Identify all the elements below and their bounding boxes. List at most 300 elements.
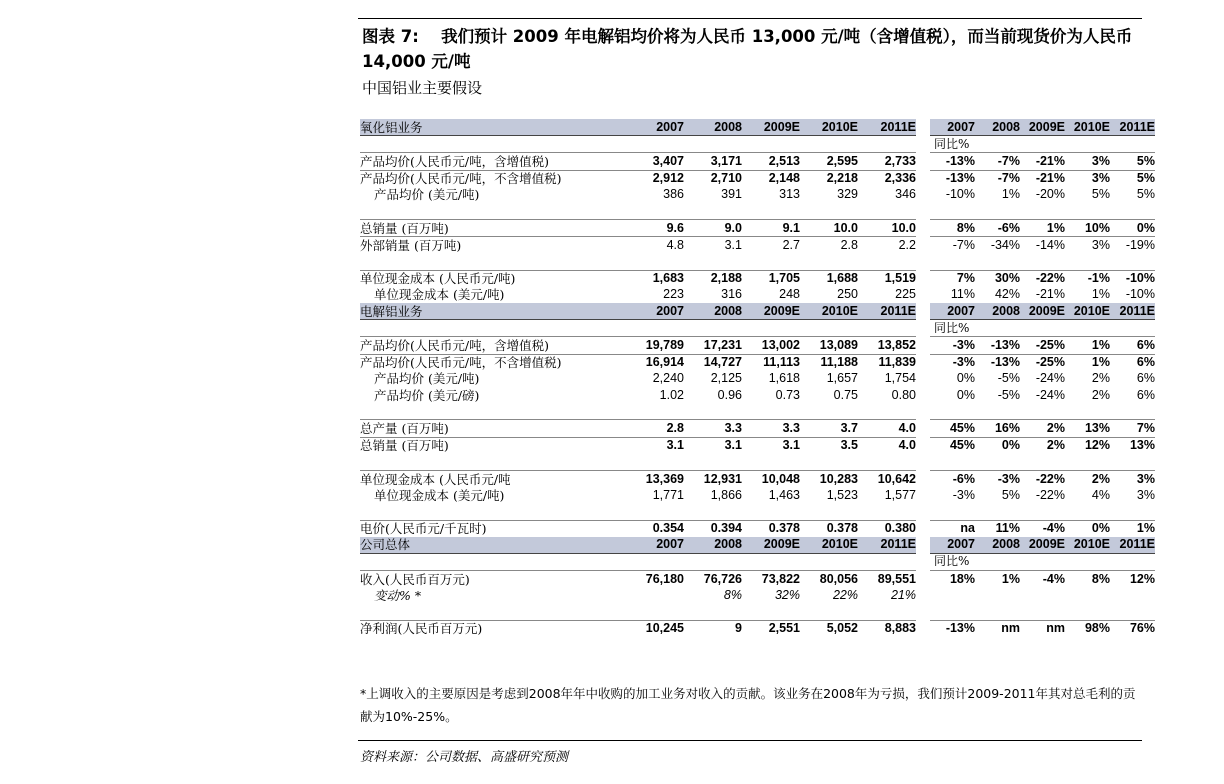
yoy-cell: 12% — [1110, 571, 1155, 588]
source-note: 资料来源：公司数据、高盛研究预测 — [360, 750, 569, 765]
yoy-cell: 2% — [1020, 437, 1065, 454]
yoy-cell: -1% — [1065, 270, 1110, 287]
row-label: 单位现金成本 (美元/吨) — [374, 487, 505, 503]
value-cell: 3.1 — [684, 437, 742, 454]
yoy-cell: -21% — [1035, 287, 1065, 302]
yoy-cell: -13% — [930, 170, 975, 187]
column-gap — [916, 520, 930, 537]
value-cell: 2,551 — [742, 620, 800, 637]
column-gap — [916, 270, 930, 287]
column-gap — [916, 170, 930, 187]
assumptions-table — [360, 119, 1155, 637]
value-cell: 5,052 — [800, 620, 858, 637]
value-cell: 0.96 — [717, 387, 742, 402]
yoy-cell: 12% — [1065, 437, 1110, 454]
data-row — [360, 387, 1155, 403]
blank-cell — [800, 320, 858, 337]
value-cell: 0.378 — [800, 520, 858, 537]
yoy-cell: -3% — [952, 487, 975, 502]
yoy-cell: -22% — [1020, 270, 1065, 287]
yoy-cell — [975, 587, 1020, 603]
value-cell: 1,577 — [884, 487, 916, 502]
value-cell: 1,771 — [652, 487, 684, 502]
yoy-year-header: 2008 — [975, 303, 1020, 320]
yoy-cell: 98% — [1065, 620, 1110, 637]
value-cell: 32% — [774, 587, 800, 602]
yoy-cell: 13% — [1065, 420, 1110, 437]
yoy-label: 同比% — [934, 136, 970, 151]
row-label: 外部销量 (百万吨) — [360, 237, 626, 254]
year-header: 2010E — [800, 119, 858, 136]
yoy-cell: -24% — [1035, 371, 1065, 386]
yoy-cell: -25% — [1020, 354, 1065, 371]
column-gap — [916, 136, 930, 153]
value-cell: 3.5 — [800, 437, 858, 454]
yoy-cell: 16% — [975, 420, 1020, 437]
yoy-cell: -10% — [1110, 270, 1155, 287]
yoy-year-header: 2009E — [1020, 537, 1065, 554]
section-title: 氧化铝业务 — [360, 119, 626, 136]
yoy-cell: -19% — [1110, 237, 1155, 254]
column-gap — [916, 153, 930, 170]
row-label: 产品均价(人民币元/吨，含增值税) — [360, 337, 626, 354]
data-row — [360, 354, 1155, 371]
value-cell: 1,657 — [826, 371, 858, 386]
yoy-cell: 0% — [975, 437, 1020, 454]
value-cell: 1,519 — [858, 270, 916, 287]
value-cell: 225 — [895, 287, 916, 302]
value-cell: 9.1 — [742, 220, 800, 237]
value-cell: 2,125 — [710, 371, 742, 386]
value-cell: 11,839 — [858, 354, 916, 371]
yoy-cell: 1% — [1110, 520, 1155, 537]
yoy-cell: 11% — [975, 520, 1020, 537]
value-cell: 2.8 — [800, 237, 858, 254]
value-cell: 0.75 — [833, 387, 858, 402]
yoy-cell: -13% — [930, 153, 975, 170]
blank-cell — [626, 320, 684, 337]
blank-cell — [626, 553, 684, 570]
section-title: 公司总体 — [360, 537, 626, 554]
data-row — [360, 170, 1155, 187]
yoy-cell: -7% — [930, 237, 975, 254]
value-cell: 10.0 — [858, 220, 916, 237]
column-gap — [916, 320, 930, 337]
yoy-cell: 0% — [1110, 220, 1155, 237]
value-cell: 3.3 — [742, 420, 800, 437]
yoy-cell: 5% — [1091, 187, 1110, 202]
data-row — [360, 470, 1155, 487]
yoy-cell: 7% — [1110, 420, 1155, 437]
year-header: 2008 — [684, 537, 742, 554]
value-cell: 10,283 — [800, 470, 858, 487]
yoy-year-header: 2010E — [1065, 537, 1110, 554]
value-cell: 14,727 — [684, 354, 742, 371]
value-cell: 2,912 — [626, 170, 684, 187]
value-cell: 21% — [890, 587, 916, 602]
yoy-cell: 3% — [1065, 237, 1110, 254]
yoy-cell: -3% — [975, 470, 1020, 487]
yoy-year-header: 2007 — [930, 119, 975, 136]
value-cell: 22% — [832, 587, 858, 602]
yoy-cell: -13% — [975, 354, 1020, 371]
year-header: 2011E — [858, 303, 916, 320]
yoy-cell: -34% — [975, 237, 1020, 254]
yoy-year-header: 2011E — [1110, 537, 1155, 554]
value-cell: 3.1 — [684, 237, 742, 254]
yoy-cell: 5% — [1110, 153, 1155, 170]
spacer-cell — [360, 454, 1155, 471]
yoy-cell: 8% — [930, 220, 975, 237]
value-cell: 1,866 — [710, 487, 742, 502]
value-cell: 19,789 — [626, 337, 684, 354]
value-cell: 3.7 — [800, 420, 858, 437]
row-label: 总产量 (百万吨) — [360, 420, 626, 437]
yoy-cell: 11% — [950, 287, 975, 302]
yoy-cell: -3% — [930, 354, 975, 371]
yoy-year-header: 2008 — [975, 537, 1020, 554]
value-cell: 2,148 — [742, 170, 800, 187]
yoy-year-header: 2010E — [1065, 303, 1110, 320]
year-header: 2009E — [742, 537, 800, 554]
yoy-cell: 10% — [1065, 220, 1110, 237]
value-cell: 1,463 — [768, 487, 800, 502]
value-cell: 8,883 — [858, 620, 916, 637]
row-label: 收入(人民币百万元) — [360, 571, 626, 588]
row-label: 单位现金成本 (人民币元/吨) — [360, 270, 626, 287]
data-row — [360, 420, 1155, 437]
value-cell: 0.73 — [775, 387, 800, 402]
value-cell: 80,056 — [800, 571, 858, 588]
yoy-cell: 2% — [1020, 420, 1065, 437]
yoy-year-header: 2009E — [1020, 119, 1065, 136]
yoy-cell: 1% — [1065, 354, 1110, 371]
value-cell: 1,705 — [742, 270, 800, 287]
value-cell: 386 — [663, 187, 684, 202]
row-label: 电价(人民币元/千瓦时) — [360, 520, 626, 537]
column-gap — [916, 371, 930, 387]
data-row — [360, 520, 1155, 537]
yoy-cell: 6% — [1110, 337, 1155, 354]
value-cell: 10,245 — [626, 620, 684, 637]
value-cell: 3.1 — [626, 437, 684, 454]
yoy-cell: 5% — [1001, 487, 1020, 502]
blank-cell — [684, 136, 742, 153]
yoy-label-row — [360, 320, 1155, 337]
yoy-cell: 3% — [1110, 470, 1155, 487]
data-row — [360, 187, 1155, 203]
row-label: 总销量 (百万吨) — [360, 437, 626, 454]
yoy-cell: 8% — [1065, 571, 1110, 588]
yoy-cell: -22% — [1020, 470, 1065, 487]
data-row — [360, 270, 1155, 287]
yoy-cell — [930, 587, 975, 603]
row-label: 总销量 (百万吨) — [360, 220, 626, 237]
blank-cell — [800, 553, 858, 570]
yoy-cell: 1% — [975, 571, 1020, 588]
value-cell: 17,231 — [684, 337, 742, 354]
year-header: 2011E — [858, 537, 916, 554]
value-cell: 1,683 — [626, 270, 684, 287]
yoy-cell: -13% — [975, 337, 1020, 354]
section-header-row — [360, 537, 1155, 554]
blank-cell — [684, 320, 742, 337]
value-cell: 11,113 — [742, 354, 800, 371]
row-label: 净利润(人民币百万元) — [360, 620, 626, 637]
value-cell: 0.380 — [858, 520, 916, 537]
yoy-cell: 76% — [1110, 620, 1155, 637]
column-gap — [916, 620, 930, 637]
value-cell: 223 — [663, 287, 684, 302]
yoy-year-header: 2008 — [975, 119, 1020, 136]
yoy-cell: 3% — [1065, 153, 1110, 170]
blank-cell — [742, 320, 800, 337]
column-gap — [916, 587, 930, 603]
yoy-cell: 0% — [1065, 520, 1110, 537]
yoy-cell: nm — [1020, 620, 1065, 637]
value-cell: 329 — [837, 187, 858, 202]
value-cell: 76,726 — [684, 571, 742, 588]
spacer-cell — [360, 603, 1155, 620]
section-header-row — [360, 303, 1155, 320]
yoy-cell: 45% — [930, 437, 975, 454]
value-cell: 2.8 — [626, 420, 684, 437]
value-cell: 2,336 — [858, 170, 916, 187]
row-label: 产品均价(人民币元/吨，含增值税) — [360, 153, 626, 170]
year-header: 2007 — [626, 303, 684, 320]
blank-cell — [360, 320, 626, 337]
column-gap — [916, 420, 930, 437]
yoy-label: 同比% — [934, 554, 970, 569]
blank-cell — [360, 136, 626, 153]
section-header-row — [360, 119, 1155, 136]
column-gap — [916, 337, 930, 354]
value-cell: 4.8 — [626, 237, 684, 254]
spacer-cell — [360, 403, 1155, 420]
yoy-cell: -7% — [975, 170, 1020, 187]
value-cell: 3,407 — [626, 153, 684, 170]
yoy-cell: 6% — [1136, 371, 1155, 386]
value-cell: 4.0 — [858, 437, 916, 454]
data-row — [360, 153, 1155, 170]
yoy-cell: -3% — [930, 337, 975, 354]
spacer-row — [360, 454, 1155, 471]
yoy-cell: -5% — [997, 387, 1020, 402]
yoy-year-header: 2007 — [930, 303, 975, 320]
data-row — [360, 571, 1155, 588]
yoy-cell: -25% — [1020, 337, 1065, 354]
footnote: *上调收入的主要原因是考虑到2008年年中收购的加工业务对收入的贡献。该业务在2008年为亏损，我们预计2009-2011年其对总毛利的贡献为10%-25%。 — [360, 686, 1136, 724]
section-title: 电解铝业务 — [360, 303, 626, 320]
value-cell: 1,688 — [800, 270, 858, 287]
row-label: 产品均价 (美元/吨) — [374, 371, 480, 387]
yoy-cell: -24% — [1035, 387, 1065, 402]
value-cell: 2.7 — [742, 237, 800, 254]
value-cell: 0.394 — [684, 520, 742, 537]
column-gap — [916, 303, 930, 320]
yoy-cell: -22% — [1035, 487, 1065, 502]
data-row — [360, 620, 1155, 637]
value-cell: 1.02 — [659, 387, 684, 402]
value-cell: 250 — [837, 287, 858, 302]
yoy-cell: na — [930, 520, 975, 537]
exhibit-subtitle: 中国铝业主要假设 — [362, 79, 483, 97]
column-gap — [916, 287, 930, 303]
yoy-cell: 1% — [1001, 187, 1020, 202]
column-gap — [916, 537, 930, 554]
year-header: 2007 — [626, 119, 684, 136]
yoy-cell: 30% — [975, 270, 1020, 287]
value-cell: 346 — [895, 187, 916, 202]
yoy-cell: -6% — [930, 470, 975, 487]
value-cell: 9.6 — [626, 220, 684, 237]
row-label: 单位现金成本 (人民币元/吨 — [360, 470, 626, 487]
yoy-cell: 1% — [1020, 220, 1065, 237]
yoy-cell: 6% — [1110, 354, 1155, 371]
yoy-cell: -20% — [1035, 187, 1065, 202]
blank-cell — [858, 136, 916, 153]
spacer-row — [360, 603, 1155, 620]
blank-cell — [684, 553, 742, 570]
spacer-row — [360, 254, 1155, 271]
value-cell: 11,188 — [800, 354, 858, 371]
value-cell: 76,180 — [626, 571, 684, 588]
yoy-cell: 0% — [956, 387, 975, 402]
value-cell: 2.2 — [858, 237, 916, 254]
value-cell: 3,171 — [684, 153, 742, 170]
value-cell: 9 — [684, 620, 742, 637]
row-label: 产品均价(人民币元/吨，不含增值税) — [360, 354, 626, 371]
year-header: 2010E — [800, 537, 858, 554]
yoy-year-header: 2010E — [1065, 119, 1110, 136]
spacer-cell — [360, 254, 1155, 271]
value-cell: 0.378 — [742, 520, 800, 537]
value-cell: 9.0 — [684, 220, 742, 237]
spacer-cell — [360, 203, 1155, 220]
value-cell: 16,914 — [626, 354, 684, 371]
value-cell: 13,852 — [858, 337, 916, 354]
spacer-row — [360, 203, 1155, 220]
yoy-cell: nm — [975, 620, 1020, 637]
year-header: 2007 — [626, 537, 684, 554]
value-cell: 10,642 — [858, 470, 916, 487]
value-cell: 73,822 — [742, 571, 800, 588]
yoy-cell: 1% — [1091, 287, 1110, 302]
value-cell: 13,369 — [626, 470, 684, 487]
value-cell: 2,218 — [800, 170, 858, 187]
blank-cell — [858, 320, 916, 337]
yoy-cell — [1065, 587, 1110, 603]
year-header: 2009E — [742, 119, 800, 136]
data-row — [360, 437, 1155, 454]
value-cell: 3.1 — [742, 437, 800, 454]
yoy-cell: 0% — [956, 371, 975, 386]
yoy-cell: 2% — [1091, 371, 1110, 386]
value-cell: 13,002 — [742, 337, 800, 354]
yoy-cell: 4% — [1091, 487, 1110, 502]
yoy-year-header: 2011E — [1110, 303, 1155, 320]
yoy-cell: 5% — [1136, 187, 1155, 202]
yoy-cell: -21% — [1020, 170, 1065, 187]
value-cell: 2,595 — [800, 153, 858, 170]
yoy-label-row — [360, 553, 1155, 570]
spacer-row — [360, 403, 1155, 420]
spacer-row — [360, 503, 1155, 520]
blank-cell — [742, 553, 800, 570]
value-cell: 10,048 — [742, 470, 800, 487]
value-cell: 1,754 — [884, 371, 916, 386]
column-gap — [916, 437, 930, 454]
yoy-cell: 3% — [1136, 487, 1155, 502]
blank-cell — [858, 553, 916, 570]
yoy-cell — [1110, 587, 1155, 603]
yoy-cell: 42% — [994, 287, 1020, 302]
blank-cell — [626, 136, 684, 153]
value-cell: 2,513 — [742, 153, 800, 170]
yoy-label: 同比% — [934, 320, 970, 335]
column-gap — [916, 487, 930, 503]
yoy-cell: -6% — [975, 220, 1020, 237]
value-cell: 89,551 — [858, 571, 916, 588]
year-header: 2011E — [858, 119, 916, 136]
yoy-cell: -14% — [1020, 237, 1065, 254]
value-cell: 391 — [721, 187, 742, 202]
row-label: 产品均价 (美元/吨) — [374, 187, 480, 203]
value-cell: 0.354 — [626, 520, 684, 537]
value-cell: 248 — [779, 287, 800, 302]
column-gap — [916, 571, 930, 588]
yoy-cell: -7% — [975, 153, 1020, 170]
bottom-rule — [358, 740, 1142, 741]
year-header: 2008 — [684, 303, 742, 320]
data-row — [360, 371, 1155, 387]
column-gap — [916, 354, 930, 371]
column-gap — [916, 237, 930, 254]
yoy-cell — [1020, 587, 1065, 603]
value-cell: 0.80 — [891, 387, 916, 402]
column-gap — [916, 187, 930, 203]
yoy-cell: -5% — [997, 371, 1020, 386]
row-label: 单位现金成本 (美元/吨) — [374, 287, 505, 303]
yoy-cell: 45% — [930, 420, 975, 437]
yoy-cell: 2% — [1065, 470, 1110, 487]
value-cell: 316 — [721, 287, 742, 302]
blank-cell — [360, 553, 626, 570]
yoy-cell: -4% — [1020, 571, 1065, 588]
column-gap — [916, 220, 930, 237]
row-label: 变动% * — [374, 587, 422, 603]
year-header: 2008 — [684, 119, 742, 136]
yoy-cell: 1% — [1065, 337, 1110, 354]
data-row — [360, 220, 1155, 237]
yoy-year-header: 2011E — [1110, 119, 1155, 136]
yoy-cell: -10% — [1125, 287, 1155, 302]
value-cell: 10.0 — [800, 220, 858, 237]
yoy-cell: -21% — [1020, 153, 1065, 170]
value-cell: 2,710 — [684, 170, 742, 187]
exhibit-title: 图表 7: 我们预计 2009 年电解铝均价将为人民币 13,000 元/吨（含增值税），而当前现货价为人民币 14,000 元/吨 — [362, 27, 1133, 71]
value-cell: 1,618 — [768, 371, 800, 386]
yoy-cell: -13% — [930, 620, 975, 637]
spacer-cell — [360, 503, 1155, 520]
blank-cell — [800, 136, 858, 153]
value-cell: 2,240 — [652, 371, 684, 386]
yoy-cell: 13% — [1110, 437, 1155, 454]
data-row — [360, 487, 1155, 503]
yoy-label-row — [360, 136, 1155, 153]
yoy-year-header: 2007 — [930, 537, 975, 554]
data-row — [360, 237, 1155, 254]
